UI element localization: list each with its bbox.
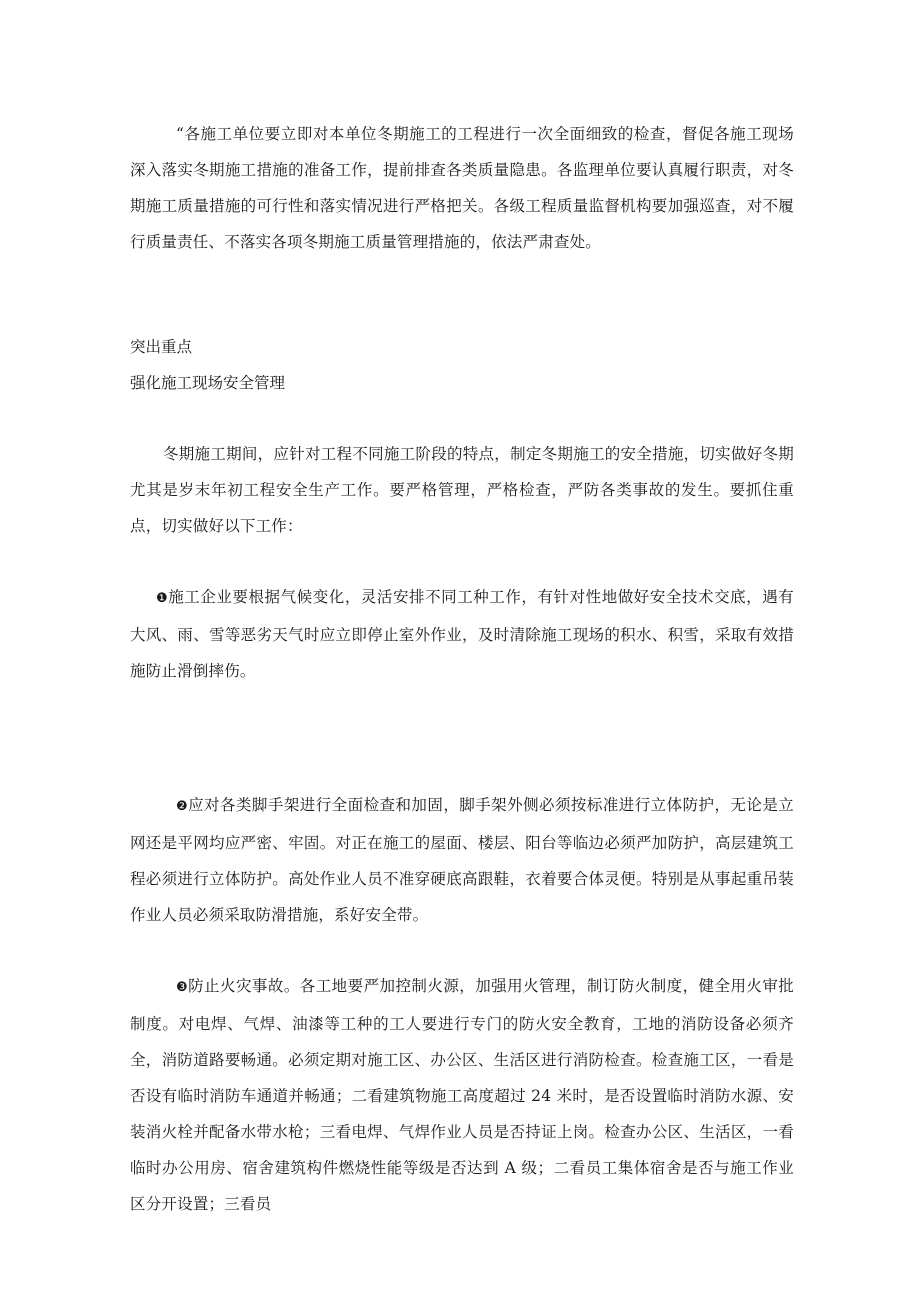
bullet-two-icon: ❷ xyxy=(176,799,189,814)
list-item-text: 应对各类脚手架进行全面检查和加固，脚手架外侧必须按标准进行立体防护，无论是立网还是平网均应严密、牢固。对正在施工的屋面、楼层、阳台等临边必须严加防护，高层建筑工程必须进行立体防护。高处作业人员不准穿硬底高跟鞋，衣着要合体灵便。特别是从事起重吊装作业人员必须采取防滑措施，系好安全带。 xyxy=(130,796,794,924)
document-page xyxy=(130,116,794,1222)
list-item-text: 防止火灾事故。各工地要严加控制火源，加强用火管理，制订防火制度，健全用火审批制度。对电焊、气焊、油漆等工种的工人要进行专门的防火安全教育，工地的消防设备必须齐全，消防道路要畅通。必须定期对施工区、办公区、生活区进行消防检查。检查施工区，一看是否设有临时消防车通道并畅通；二看建筑物施工高度超过 24 米时，是否设置临时消防水源、安装消火栓并配备水带水枪；三看电焊、气焊作业人员是否持证上岗。检查办公区、生活区，一看临时办公用房、宿舍建筑构件燃烧性能等级是否达到 A 级；二看员工集体宿舍是否与施工作业区分开设置；三看员 xyxy=(130,977,794,1213)
bullet-three-icon: ❸ xyxy=(176,980,189,995)
paragraph-winter-safety-measures: 冬期施工期间，应针对工程不同施工阶段的特点，制定冬期施工的安全措施，切实做好冬期尤其是岁末年初工程安全生产工作。要严格管理，严格检查，严防各类事故的发生。要抓住重点，切实做好以下工作： xyxy=(130,445,794,535)
list-item-scaffold-protection xyxy=(130,787,794,933)
list-item-text: 施工企业要根据气候变化，灵活安排不同工种工作，有针对性地做好安全技术交底，遇有大风、雨、雪等恶劣天气时应立即停止室外作业，及时清除施工现场的积水、积雪，采取有效措施防止滑倒摔伤。 xyxy=(130,588,794,680)
heading-highlight-key-points: 突出重点 xyxy=(130,338,193,356)
list-item-weather-arrangement xyxy=(130,579,794,689)
bullet-one-icon: ❶ xyxy=(156,591,169,606)
heading-strengthen-site-safety: 强化施工现场安全管理 xyxy=(130,374,286,392)
list-item-fire-prevention xyxy=(130,968,794,1222)
paragraph-quality-inspection: “各施工单位要立即对本单位冬期施工的工程进行一次全面细致的检查，督促各施工现场深入落实冬期施工措施的准备工作，提前排查各类质量隐患。各监理单位要认真履行职责，对冬期施工质量措施的可行性和落实情况进行严格把关。各级工程质量监督机构要加强巡查，对不履行质量责任、不落实各项冬期施工质量管理措施的，依法严肃查处。 xyxy=(130,125,794,251)
